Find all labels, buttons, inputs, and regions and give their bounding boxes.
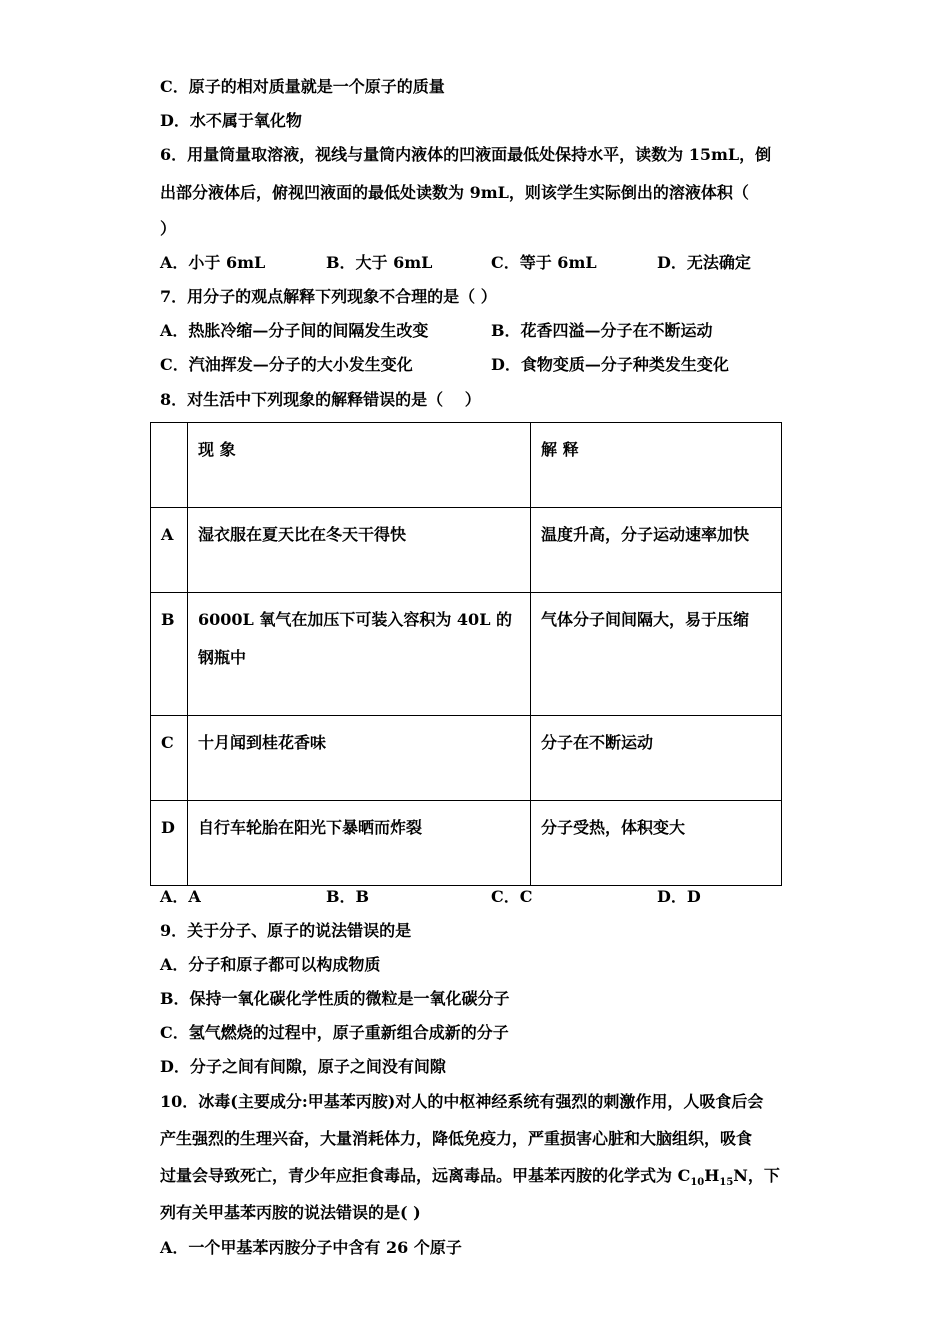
row-explanation: 气体分子间间隔大，易于压缩 [531,593,782,716]
table-row [151,593,782,716]
q7-option-c: C．汽油挥发—分子的大小发生变化 [160,355,413,374]
q7-option-a: A．热胀冷缩—分子间的间隔发生改变 [160,321,429,340]
q9-option-b: B．保持一氧化碳化学性质的微粒是一氧化碳分子 [160,989,510,1008]
formula-subscript: 15 [719,1177,734,1189]
q8-table [150,422,782,886]
table-header-key [151,423,188,508]
q8-option-c: C．C [491,887,533,906]
row-explanation: 分子在不断运动 [531,716,782,801]
q10-line3-end: N，下 [733,1166,780,1185]
row-phenomenon: 6000L 氧气在加压下可装入容积为 40L 的钢瓶中 [188,593,531,716]
q7-stem: 7．用分子的观点解释下列现象不合理的是（ ） [160,287,497,306]
formula-subscript: 10 [690,1177,705,1189]
q6-stem-line1: 6．用量筒量取溶液，视线与量筒内液体的凹液面最低处保持水平，读数为 15mL，倒 [160,145,772,164]
q10-line3-text: 过量会导致死亡，青少年应拒食毒品，远离毒品。甲基苯丙胺的化学式为 C [160,1166,691,1185]
q9-option-d: D．分子之间有间隙，原子之间没有间隙 [160,1057,446,1076]
row-phenomenon: 自行车轮胎在阳光下暴晒而炸裂 [188,801,531,886]
row-key: D [151,801,188,886]
q10-stem-line3 [160,1166,780,1189]
row-key: C [151,716,188,801]
q9-option-c: C．氢气燃烧的过程中，原子重新组合成新的分子 [160,1023,509,1042]
q10-stem-line1: 10．冰毒(主要成分:甲基苯丙胺)对人的中枢神经系统有强烈的刺激作用，人吸食后会 [160,1092,764,1111]
q6-stem-line3: ） [160,219,177,238]
q10-stem-line2: 产生强烈的生理兴奋，大量消耗体力，降低免疫力，严重损害心脏和大脑组织，吸食 [160,1129,753,1148]
q8-stem: 8．对生活中下列现象的解释错误的是（ ） [160,390,481,409]
q6-option-c: C．等于 6mL [491,253,597,272]
row-key: A [151,508,188,593]
table-header-phenomenon: 现 象 [188,423,531,508]
q10-stem-line4: 列有关甲基苯丙胺的说法错误的是( ) [160,1203,421,1222]
q9-option-a: A．分子和原子都可以构成物质 [160,955,381,974]
q8-option-d: D．D [657,887,701,906]
q6-option-b: B．大于 6mL [326,253,433,272]
row-explanation: 分子受热，体积变大 [531,801,782,886]
q8-option-b: B．B [326,887,370,906]
row-phenomenon: 十月闻到桂花香味 [188,716,531,801]
q9-stem: 9．关于分子、原子的说法错误的是 [160,921,412,940]
q6-option-a: A．小于 6mL [160,253,266,272]
q5-option-c: C．原子的相对质量就是一个原子的质量 [160,77,445,96]
q10-option-a: A．一个甲基苯丙胺分子中含有 26 个原子 [160,1238,462,1257]
q5-option-d: D．水不属于氧化物 [160,111,302,130]
q8-option-a: A．A [160,887,201,906]
q6-stem-line2: 出部分液体后，俯视凹液面的最低处读数为 9mL，则该学生实际倒出的溶液体积（ [160,183,749,202]
row-key: B [151,593,188,716]
q7-option-d: D．食物变质—分子种类发生变化 [491,355,729,374]
table-row [151,508,782,593]
row-phenomenon: 湿衣服在夏天比在冬天干得快 [188,508,531,593]
table-header-row [151,423,782,508]
row-explanation: 温度升高，分子运动速率加快 [531,508,782,593]
table-row [151,801,782,886]
q7-option-b: B．花香四溢—分子在不断运动 [491,321,713,340]
table-header-explanation: 解 释 [531,423,782,508]
formula-element: H [704,1166,720,1185]
table-row [151,716,782,801]
q6-option-d: D．无法确定 [657,253,751,272]
